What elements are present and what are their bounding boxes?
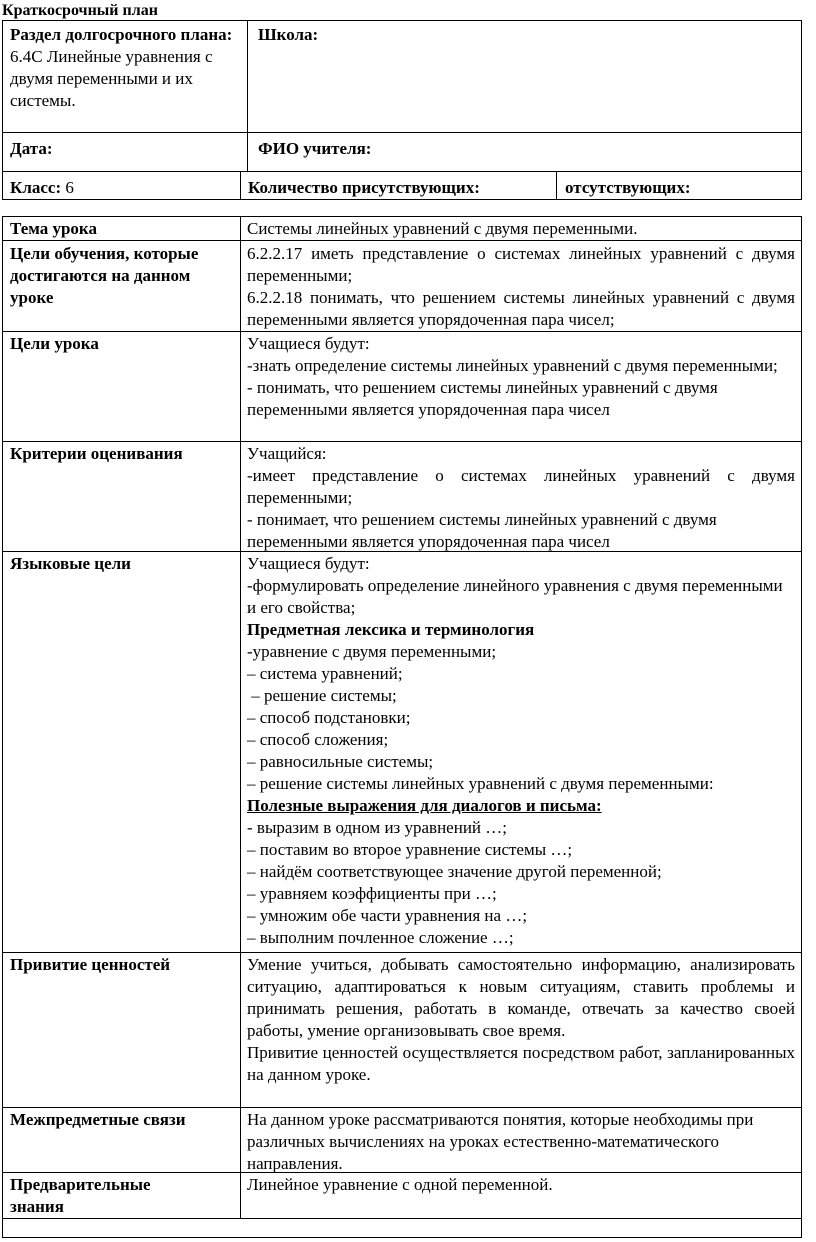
criteria-line: - понимает, что решением системы линейных уравнений с двумя переменными является упорядоченная пара чисел xyxy=(247,510,717,551)
phrase-item: – умножим обе части уравнения на …; xyxy=(247,906,528,925)
date-label: Дата: xyxy=(10,139,53,158)
divider xyxy=(247,20,248,172)
vocab-item: – способ сложения; xyxy=(247,730,389,749)
vocab-item: – равносильные системы; xyxy=(247,752,434,771)
vocab-item: -уравнение с двумя переменными; xyxy=(247,642,497,661)
phrases-heading: Полезные выражения для диалогов и письма: xyxy=(247,796,602,815)
phrase-item: – выполним почленное сложение …; xyxy=(247,928,514,947)
goal-line: -знать определение системы линейных уравнений с двумя переменными; xyxy=(247,356,778,375)
vocab-item: – система уравнений; xyxy=(247,664,403,683)
divider xyxy=(2,171,802,172)
criteria-value xyxy=(247,443,795,553)
values-paragraph: Привитие ценностей осуществляется посредством работ, запланированных на данном уроке. xyxy=(247,1043,795,1084)
vocab-heading: Предметная лексика и терминология xyxy=(247,620,535,639)
divider xyxy=(2,1107,802,1108)
objectives-value xyxy=(247,243,795,331)
divider xyxy=(2,952,802,953)
vocab-item: – решение системы; xyxy=(247,686,397,705)
present-label: Количество присутствующих: xyxy=(248,178,480,197)
divider xyxy=(2,331,802,332)
phrase-item: – поставим во второе уравнение системы …; xyxy=(247,840,573,859)
divider xyxy=(240,216,241,1218)
values-label: Привитие ценностей xyxy=(10,955,171,974)
phrase-item: – уравняем коэффициенты при …; xyxy=(247,884,497,903)
objective-line: 6.2.2.17 иметь представление о системах линейных уравнений с двумя переменными; xyxy=(247,244,795,285)
values-paragraph: Умение учиться, добывать самостоятельно информацию, анализировать ситуацию, адаптироваться к новым ситуациям, ставить проблемы и принимать решения, работать в команде, отвечать за качество своей работы, умение организовывать свое время. xyxy=(247,955,795,1040)
language-intro-2: -формулировать определение линейного уравнения с двумя переменными и его свойства; xyxy=(247,576,783,617)
phrase-item: - выразим в одном из уравнений …; xyxy=(247,818,507,837)
language-goals-value xyxy=(247,553,795,949)
lesson-goals-value xyxy=(247,333,795,421)
language-goals-label: Языковые цели xyxy=(10,554,131,573)
topic-value: Системы линейных уравнений с двумя переменными. xyxy=(247,219,638,238)
divider xyxy=(2,1218,802,1219)
document-title: Краткосрочный план xyxy=(2,2,158,19)
goal-line: - понимать, что решением системы линейных уравнений с двумя переменными является упорядоченная пара чисел xyxy=(247,378,718,419)
objective-line: 6.2.2.18 понимать, что решением системы линейных уравнений с двумя переменными является упорядоченная пара чисел; xyxy=(247,288,795,329)
topic-label: Тема урока xyxy=(10,219,97,238)
criteria-line: Учащийся: xyxy=(247,444,327,463)
divider xyxy=(2,132,802,133)
lesson-goals-label: Цели урока xyxy=(10,334,99,353)
prior-knowledge-label: Предварительные знания xyxy=(10,1175,151,1216)
cross-subject-label: Межпредметные связи xyxy=(10,1110,186,1129)
class-value: 6 xyxy=(65,178,74,197)
cross-subject-value: На данном уроке рассматриваются понятия, которые необходимы при различных вычислениях на уроках естественно-математического направления. xyxy=(247,1110,754,1173)
language-intro: Учащиеся будут: xyxy=(247,554,370,573)
section-value: 6.4С Линейные уравнения с двумя переменными и их системы. xyxy=(10,47,213,110)
divider xyxy=(240,171,241,200)
prior-knowledge-value: Линейное уравнение с одной переменной. xyxy=(247,1175,553,1194)
class-label: Класс: xyxy=(10,178,62,197)
section-cell xyxy=(10,24,236,112)
vocab-item: – решение системы линейных уравнений с двумя переменными: xyxy=(247,774,714,793)
school-label: Школа: xyxy=(258,25,319,44)
criteria-line: -имеет представление о системах линейных уравнений с двумя переменными; xyxy=(247,466,795,507)
criteria-label: Критерии оценивания xyxy=(10,444,183,463)
vocab-item: – способ подстановки; xyxy=(247,708,411,727)
divider xyxy=(2,441,802,442)
class-cell xyxy=(10,177,74,199)
divider xyxy=(556,171,557,200)
goal-line: Учащиеся будут: xyxy=(247,334,370,353)
absent-label: отсутствующих: xyxy=(565,178,691,197)
divider xyxy=(2,240,802,241)
section-label: Раздел долгосрочного плана: xyxy=(10,25,233,44)
phrase-item: – найдём соответствующее значение другой переменной; xyxy=(247,862,662,881)
values-value xyxy=(247,954,795,1086)
objectives-label: Цели обучения, которые достигаются на данном уроке xyxy=(10,244,199,307)
teacher-label: ФИО учителя: xyxy=(258,139,372,158)
